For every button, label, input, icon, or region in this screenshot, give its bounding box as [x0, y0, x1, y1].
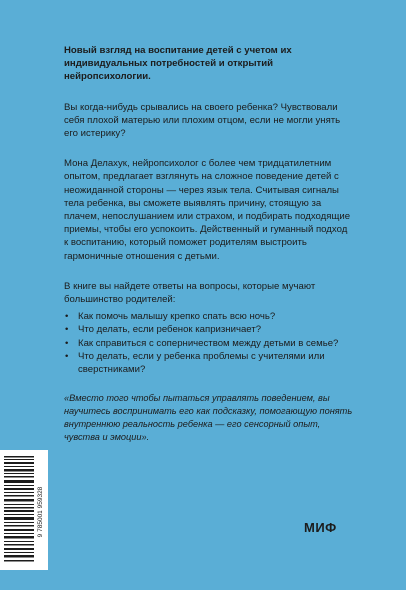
back-cover-text	[64, 44, 354, 460]
question-paragraph: Вы когда-нибудь срывались на своего ребенка? Чувствовали себя плохой матерью или плохим отцом, если не могли унять его истерику?	[64, 101, 341, 140]
isbn-barcode	[0, 450, 48, 570]
question-text: Как справиться с соперничеством между детьми в семье?	[78, 337, 339, 349]
bullet-icon: •	[65, 350, 69, 362]
bullet-icon: •	[65, 324, 69, 336]
question-text: Как помочь малышу крепко спать всю ночь?	[78, 311, 276, 323]
list-item	[64, 310, 354, 323]
list-item	[64, 323, 354, 336]
barcode-icon	[0, 450, 48, 570]
description-paragraph: Мона Делахук, нейропсихолог с более чем тридцатилетним опытом, предлагает взглянуть на сложное поведение детей с неожиданной стороны — через язык тела. Считывая сигналы тела ребенка, вы сможете выявлять причину, стоящую за плачем, непослушанием или страхом, и подбирать подходящие приемы, чтобы его успокоить. Действенный и гуманный подход к воспитанию, который поможет родителям выстроить гармоничные отношения с детьми.	[64, 158, 351, 262]
isbn-number: 9 785001 959328	[37, 486, 44, 538]
bullet-icon: •	[65, 311, 69, 323]
questions-list	[64, 310, 354, 376]
intro-text: Новый взгляд на воспитание детей с учетом их индивидуальных потребностей и открытий нейропсихологии.	[64, 45, 292, 83]
quote-text: «Вместо того чтобы пытаться управлять поведением, вы научитесь воспринимать его как подсказку, помогающую понять внутреннюю реальность ребенка — его сенсорный опыт, чувства и эмоции».	[64, 393, 353, 442]
list-item	[64, 337, 354, 350]
question-text: Что делать, если ребенок капризничает?	[78, 324, 262, 336]
bullet-icon: •	[65, 337, 69, 349]
list-item	[64, 350, 354, 376]
publisher-logo: МИФ	[304, 520, 337, 535]
question-text: Что делать, если у ребенка проблемы с учителями или сверстниками?	[78, 350, 325, 376]
list-intro: В книге вы найдете ответы на вопросы, которые мучают большинство родителей:	[64, 280, 316, 306]
